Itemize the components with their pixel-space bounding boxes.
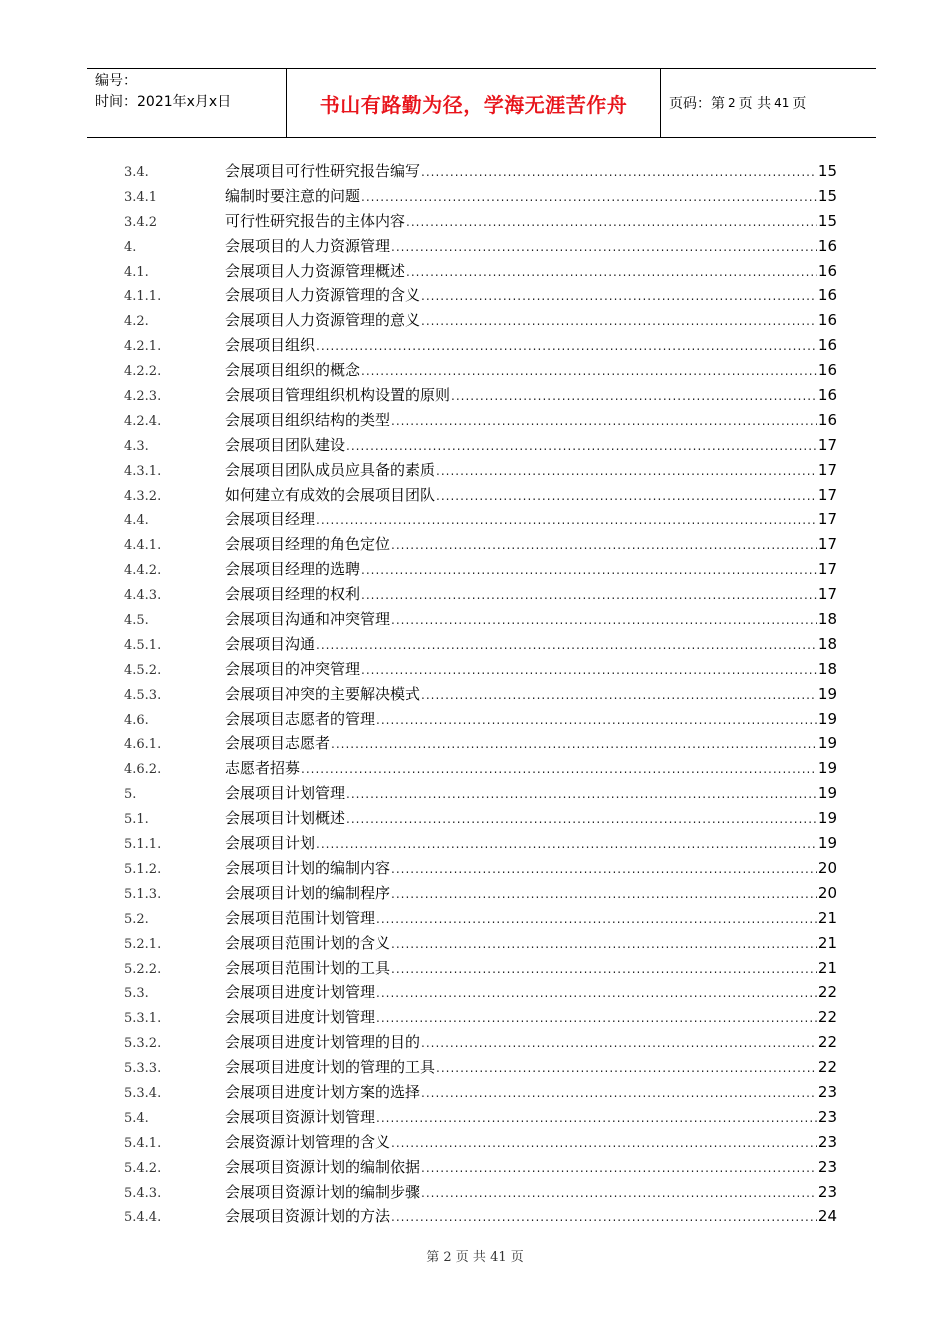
toc-entry-title: 编制时要注意的问题 (225, 186, 361, 205)
document-number-label: 编号： (95, 73, 137, 89)
toc-entry-number: 3.4.1 (124, 189, 158, 205)
page-footer (0, 1246, 950, 1265)
toc-dot-leader (316, 633, 817, 658)
toc-entry-number: 4.5.3. (124, 687, 162, 703)
toc-entry-page: 15 (817, 162, 837, 180)
toc-entry-title: 会展项目团队成员应具备的素质 (225, 460, 436, 479)
toc-entry-number: 5.4. (124, 1110, 149, 1126)
toc-entry-page: 23 (817, 1182, 837, 1201)
toc-entry[interactable] (124, 1030, 837, 1055)
toc-entry-title: 可行性研究报告的主体内容 (225, 211, 406, 230)
toc-entry-page: 17 (817, 510, 837, 529)
toc-entry-number: 4.5.2. (124, 662, 162, 678)
toc-entry-title: 会展项目冲突的主要解决模式 (225, 684, 421, 703)
toc-entry-title: 会展项目管理组织机构设置的原则 (225, 386, 451, 405)
toc-entry[interactable] (124, 682, 837, 707)
toc-entry[interactable] (124, 408, 837, 433)
toc-entry[interactable] (124, 1180, 837, 1205)
toc-entry-title: 会展项目资源计划的编制依据 (225, 1157, 421, 1176)
toc-entry[interactable] (124, 781, 837, 806)
toc-entry-page: 24 (817, 1207, 837, 1226)
toc-entry-title: 会展项目范围计划的含义 (225, 933, 391, 952)
toc-entry[interactable] (124, 806, 837, 831)
toc-entry-number: 5.1.2. (124, 861, 162, 877)
header-page-total: 41 (774, 96, 790, 110)
footer-mid: 页 共 (455, 1250, 486, 1265)
toc-dot-leader (421, 1081, 817, 1106)
toc-entry-title: 会展项目计划管理 (225, 784, 346, 803)
toc-entry-title: 会展项目团队建设 (225, 435, 346, 454)
toc-dot-leader (361, 359, 817, 384)
toc-dot-leader (346, 807, 817, 832)
toc-entry[interactable] (124, 707, 837, 732)
page-header (87, 68, 876, 138)
toc-entry-number: 5.1.3. (124, 886, 162, 902)
toc-dot-leader (421, 284, 817, 309)
toc-entry-page: 21 (817, 958, 837, 977)
toc-entry-number: 5.2.1. (124, 936, 162, 952)
toc-entry-page: 16 (817, 386, 837, 405)
toc-entry-page: 17 (817, 560, 837, 579)
toc-entry-title: 会展项目组织的概念 (225, 361, 361, 380)
toc-entry-number: 4.4.3. (124, 588, 162, 604)
toc-entry-page: 17 (817, 585, 837, 604)
toc-entry-title: 会展项目经理的角色定位 (225, 535, 391, 554)
toc-entry-number: 4.5.1. (124, 637, 162, 653)
toc-entry-title: 会展项目资源计划的方法 (225, 1207, 391, 1226)
toc-dot-leader (421, 683, 817, 708)
toc-entry[interactable] (124, 632, 837, 657)
toc-entry-number: 4.2. (124, 314, 149, 330)
toc-entry[interactable] (124, 383, 837, 408)
toc-dot-leader (436, 1056, 817, 1081)
toc-dot-leader (391, 1205, 817, 1230)
toc-entry-page: 15 (817, 186, 837, 205)
footer-total-pages: 41 (490, 1250, 507, 1265)
toc-entry-number: 5.3. (124, 986, 149, 1002)
toc-entry[interactable] (124, 358, 837, 383)
footer-suffix: 页 (510, 1250, 524, 1265)
toc-entry-number: 4.2.2. (124, 364, 162, 380)
toc-dot-leader (376, 708, 817, 733)
header-page-mid: 页 共 (738, 96, 772, 112)
toc-entry-title: 会展项目的冲突管理 (225, 659, 361, 678)
toc-dot-leader (406, 260, 817, 285)
toc-entry-page: 20 (817, 883, 837, 902)
toc-entry[interactable] (124, 980, 837, 1005)
toc-dot-leader (421, 1156, 817, 1181)
toc-entry-title: 会展项目经理的选聘 (225, 560, 361, 579)
toc-entry-number: 5.1.1. (124, 837, 162, 853)
toc-dot-leader (391, 235, 817, 260)
toc-entry[interactable] (124, 283, 837, 308)
toc-entry[interactable] (124, 259, 837, 284)
toc-entry-page: 22 (817, 1033, 837, 1052)
toc-entry-title: 如何建立有成效的会展项目团队 (225, 485, 436, 504)
toc-dot-leader (391, 608, 817, 633)
toc-entry-number: 4.4.1. (124, 538, 162, 554)
toc-entry[interactable] (124, 756, 837, 781)
toc-entry[interactable] (124, 582, 837, 607)
toc-entry-page: 18 (817, 659, 837, 678)
toc-entry[interactable] (124, 458, 837, 483)
toc-entry[interactable] (124, 731, 837, 756)
toc-entry-title: 会展项目进度计划管理 (225, 983, 376, 1002)
toc-entry[interactable] (124, 1105, 837, 1130)
toc-entry-title: 会展项目范围计划管理 (225, 908, 376, 927)
toc-dot-leader (316, 508, 817, 533)
toc-entry-number: 5.3.1. (124, 1011, 162, 1027)
toc-entry-title: 会展项目组织 (225, 336, 316, 355)
toc-entry[interactable] (124, 831, 837, 856)
toc-entry[interactable] (124, 532, 837, 557)
toc-dot-leader (421, 1181, 817, 1206)
header-page-suffix: 页 (792, 96, 807, 112)
toc-entry-page: 19 (817, 784, 837, 803)
toc-entry-title: 会展项目资源计划的编制步骤 (225, 1182, 421, 1201)
toc-entry-number: 5.3.4. (124, 1085, 162, 1101)
toc-entry-number: 4.1. (124, 264, 149, 280)
toc-entry-title: 会展项目沟通和冲突管理 (225, 610, 391, 629)
header-motto: 书山有路勤为径，学海无涯苦作舟 (287, 69, 661, 137)
toc-dot-leader (421, 1031, 817, 1056)
toc-dot-leader (376, 907, 817, 932)
toc-entry-title: 会展项目进度计划方案的选择 (225, 1082, 421, 1101)
toc-entry[interactable] (124, 607, 837, 632)
toc-entry-title: 会展项目经理的权利 (225, 585, 361, 604)
toc-entry[interactable] (124, 906, 837, 931)
toc-entry-number: 5.2. (124, 911, 149, 927)
toc-entry-title: 会展项目资源计划管理 (225, 1107, 376, 1126)
toc-entry-number: 4.2.1. (124, 339, 162, 355)
toc-dot-leader (376, 1106, 817, 1131)
toc-entry-page: 21 (817, 908, 837, 927)
toc-entry-page: 19 (817, 809, 837, 828)
toc-entry[interactable] (124, 881, 837, 906)
toc-entry-number: 3.4. (124, 165, 149, 180)
toc-entry-title: 会展项目人力资源管理的意义 (225, 311, 421, 330)
toc-entry-page: 19 (817, 709, 837, 728)
toc-entry-title: 会展项目志愿者 (225, 734, 331, 753)
toc-entry-page: 16 (817, 311, 837, 330)
toc-entry-number: 4.4.2. (124, 563, 162, 579)
toc-dot-leader (391, 409, 817, 434)
document-date-label: 时间：2021年x月x日 (95, 94, 232, 110)
toc-entry[interactable] (124, 507, 837, 532)
toc-entry-title: 会展项目人力资源管理的含义 (225, 286, 421, 305)
toc-entry-page: 16 (817, 361, 837, 380)
toc-dot-leader (391, 957, 817, 982)
toc-entry-title: 会展项目人力资源管理概述 (225, 261, 406, 280)
header-page-prefix: 页码：第 (669, 96, 725, 112)
toc-entry-title: 会展项目组织结构的类型 (225, 410, 391, 429)
toc-entry-page: 17 (817, 435, 837, 454)
toc-dot-leader (406, 210, 817, 235)
toc-entry[interactable] (124, 931, 837, 956)
toc-entry[interactable] (124, 1204, 837, 1229)
toc-dot-leader (361, 185, 817, 210)
toc-entry-page: 22 (817, 1058, 837, 1077)
footer-prefix: 第 (426, 1250, 440, 1265)
toc-entry[interactable] (124, 657, 837, 682)
toc-entry-page: 15 (817, 211, 837, 230)
toc-entry[interactable] (124, 209, 837, 234)
toc-entry-title: 会展项目范围计划的工具 (225, 958, 391, 977)
toc-entry-page: 19 (817, 684, 837, 703)
toc-entry-number: 3.4.2 (124, 214, 158, 230)
toc-entry-number: 4.6. (124, 712, 149, 728)
toc-entry-number: 5.1. (124, 812, 149, 828)
toc-entry-number: 4.3. (124, 438, 149, 454)
toc-entry-number: 5.4.1. (124, 1135, 162, 1151)
toc-entry-page: 18 (817, 634, 837, 653)
toc-entry-number: 4.2.4. (124, 413, 162, 429)
toc-entry-page: 22 (817, 1008, 837, 1027)
toc-entry-title: 会展项目计划概述 (225, 809, 346, 828)
toc-dot-leader (316, 334, 817, 359)
toc-entry[interactable] (124, 1155, 837, 1180)
toc-dot-leader (376, 981, 817, 1006)
toc-entry-number: 5.2.2. (124, 961, 162, 977)
footer-current-page: 2 (443, 1250, 452, 1265)
toc-entry[interactable] (124, 1080, 837, 1105)
toc-entry-title: 会展项目可行性研究报告编写 (225, 162, 421, 180)
toc-entry-page: 17 (817, 485, 837, 504)
toc-dot-leader (436, 484, 817, 509)
toc-entry-title: 会展项目计划的编制程序 (225, 883, 391, 902)
toc-entry-title: 会展项目志愿者的管理 (225, 709, 376, 728)
toc-dot-leader (421, 160, 817, 185)
toc-entry-number: 4.6.2. (124, 762, 162, 778)
toc-entry[interactable] (124, 956, 837, 981)
toc-dot-leader (361, 558, 817, 583)
header-page-current: 2 (728, 96, 736, 110)
toc-entry-title: 会展项目的人力资源管理 (225, 236, 391, 255)
toc-dot-leader (451, 384, 817, 409)
toc-entry-number: 4. (124, 239, 137, 255)
toc-entry-number: 4.1.1. (124, 289, 162, 305)
toc-entry-page: 16 (817, 261, 837, 280)
toc-entry-page: 17 (817, 535, 837, 554)
toc-entry[interactable] (124, 433, 837, 458)
toc-entry-page: 16 (817, 336, 837, 355)
toc-dot-leader (301, 757, 817, 782)
toc-entry-page: 20 (817, 858, 837, 877)
toc-entry-number: 5.3.2. (124, 1036, 162, 1052)
toc-entry-title: 志愿者招募 (225, 759, 301, 778)
toc-entry-title: 会展项目进度计划管理 (225, 1008, 376, 1027)
toc-entry[interactable] (124, 159, 837, 184)
header-page-info (661, 69, 876, 137)
toc-dot-leader (391, 857, 817, 882)
toc-entry-number: 5. (124, 787, 137, 803)
table-of-contents (124, 159, 837, 1229)
toc-entry-page: 16 (817, 410, 837, 429)
toc-entry-page: 23 (817, 1082, 837, 1101)
toc-dot-leader (421, 309, 817, 334)
toc-entry[interactable] (124, 1130, 837, 1155)
toc-entry-title: 会展项目沟通 (225, 634, 316, 653)
toc-entry-number: 4.5. (124, 613, 149, 629)
toc-entry[interactable] (124, 856, 837, 881)
toc-entry-title: 会展项目进度计划的管理的工具 (225, 1058, 436, 1077)
toc-entry-page: 17 (817, 460, 837, 479)
toc-dot-leader (436, 459, 817, 484)
toc-entry-page: 16 (817, 286, 837, 305)
toc-entry-page: 19 (817, 759, 837, 778)
toc-entry-number: 4.6.1. (124, 737, 162, 753)
header-meta (87, 69, 287, 137)
toc-dot-leader (391, 533, 817, 558)
toc-entry[interactable] (124, 483, 837, 508)
toc-entry[interactable] (124, 234, 837, 259)
toc-dot-leader (361, 658, 817, 683)
toc-entry[interactable] (124, 333, 837, 358)
toc-entry-title: 会展项目进度计划管理的目的 (225, 1033, 421, 1052)
toc-entry-number: 4.4. (124, 513, 149, 529)
toc-entry-page: 16 (817, 236, 837, 255)
toc-dot-leader (316, 832, 817, 857)
toc-entry-number: 5.4.2. (124, 1160, 162, 1176)
toc-entry-number: 4.3.2. (124, 488, 162, 504)
toc-entry-number: 5.4.4. (124, 1210, 162, 1226)
toc-dot-leader (391, 882, 817, 907)
toc-entry-title: 会展项目计划的编制内容 (225, 858, 391, 877)
toc-entry-page: 23 (817, 1107, 837, 1126)
toc-entry-page: 23 (817, 1132, 837, 1151)
toc-dot-leader (361, 583, 817, 608)
toc-entry[interactable] (124, 1055, 837, 1080)
toc-dot-leader (346, 434, 817, 459)
toc-entry[interactable] (124, 184, 837, 209)
toc-entry-page: 19 (817, 834, 837, 853)
toc-entry-number: 5.4.3. (124, 1185, 162, 1201)
toc-entry-number: 5.3.3. (124, 1061, 162, 1077)
toc-dot-leader (346, 782, 817, 807)
toc-entry-number: 4.3.1. (124, 463, 162, 479)
toc-entry-number: 4.2.3. (124, 389, 162, 405)
toc-dot-leader (376, 1006, 817, 1031)
toc-entry-page: 18 (817, 610, 837, 629)
toc-entry-title: 会展资源计划管理的含义 (225, 1132, 391, 1151)
toc-entry-title: 会展项目计划 (225, 834, 316, 853)
toc-entry-title: 会展项目经理 (225, 510, 316, 529)
toc-dot-leader (391, 1131, 817, 1156)
toc-entry-page: 19 (817, 734, 837, 753)
toc-entry-page: 21 (817, 933, 837, 952)
toc-entry-page: 22 (817, 983, 837, 1002)
toc-dot-leader (331, 732, 817, 757)
toc-entry[interactable] (124, 308, 837, 333)
toc-dot-leader (391, 932, 817, 957)
toc-entry-page: 23 (817, 1157, 837, 1176)
toc-entry[interactable] (124, 1005, 837, 1030)
toc-entry[interactable] (124, 557, 837, 582)
